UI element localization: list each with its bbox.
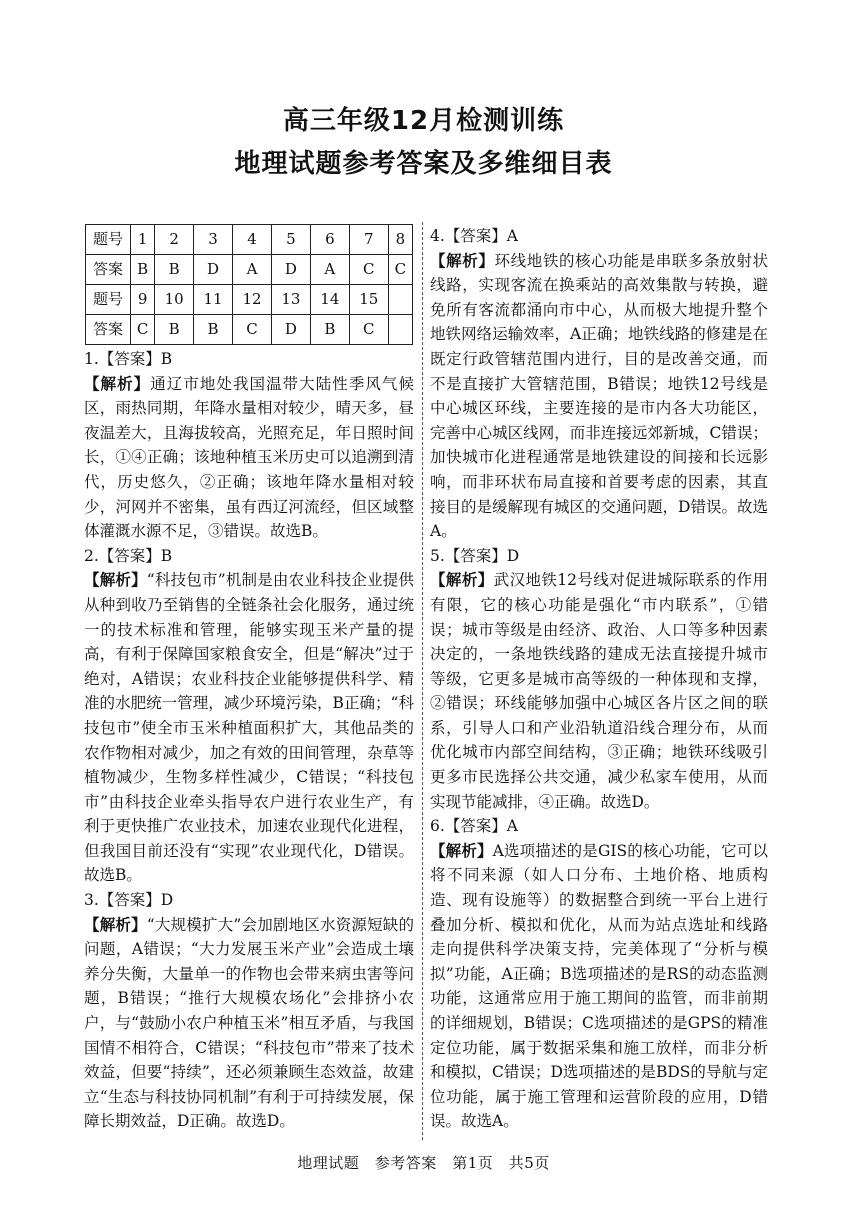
table-cell: C	[349, 315, 388, 345]
table-cell	[388, 285, 412, 315]
table-cell: 10	[155, 285, 194, 315]
question-6-answer	[430, 814, 768, 1134]
table-cell: 答案	[86, 255, 131, 285]
table-cell: C	[233, 315, 272, 345]
table-cell: 5	[271, 225, 310, 255]
table-cell: 9	[131, 285, 155, 315]
question-5-answer	[430, 544, 768, 815]
table-cell: C	[349, 255, 388, 285]
table-cell: 13	[271, 285, 310, 315]
table-cell: C	[388, 255, 412, 285]
table-cell: 题号	[86, 225, 131, 255]
table-cell: B	[155, 315, 194, 345]
question-4-heading: 4.【答案】A	[430, 227, 518, 245]
right-column	[430, 224, 768, 1134]
question-6-heading: 6.【答案】A	[430, 817, 518, 836]
question-1-explanation: 通辽市地处我国温带大陆性季风气候区，雨热同期，年降水量相对较少，晴天多，昼夜温差大，且海拔较高，光照充足，年日照时间长，①④正确；该地种植玉米历史可以追溯到清代，历史悠久，②正确；该地年降水量相对较少，河网并不密集，虽有西辽河流经，但区域整体灌溉水源不足，③错误。故选B。	[84, 374, 414, 541]
question-3-heading: 3.【答案】D	[84, 891, 174, 910]
analysis-tag: 【解析】	[430, 250, 495, 270]
analysis-tag: 【解析】	[84, 373, 151, 393]
question-2-heading: 2.【答案】B	[84, 546, 173, 565]
table-cell: B	[155, 255, 194, 285]
table-cell: D	[271, 255, 310, 285]
question-4-explanation: 环线地铁的核心功能是串联多条放射状线路，实现客流在换乘站的高效集散与转换，避免所有客流都涌向市中心，从而极大地提升整个地铁网络运输效率，A正确；地铁线路的修建是在既定行政管辖范围内进行，目的是改善交通，而不是直接扩大管辖范围，B错误；地铁12号线是中心城区环线，主要连接的是市内各大功能区，完善中心城区线网，而非连接远郊新城，C错误；加快城市化进程通常是地铁建设的间接和长远影响，而非环状布局直接和首要考虑的因素，其直接目的是缓解现有城区的交通问题，D错误。故选A。	[430, 251, 768, 541]
table-cell: D	[194, 255, 233, 285]
table-cell: 4	[233, 225, 272, 255]
question-2-explanation: “科技包市”机制是由农业科技企业提供从种到收乃至销售的全链条社会化服务，通过统一的技术标准和管理，能够实现玉米产量的提高，有利于保障国家粮食安全，但是“解决”过于绝对，A错误；农业科技企业能够提供科学、精准的水肥统一管理，减少环境污染，B正确；“科技包市”使全市玉米种植面积扩大，其他品类的农作物相对减少，加之有效的田间管理，杂草等植物减少，生物多样性减少，C错误；“科技包市”由科技企业牵头指导农户进行农业生产，有利于更快推广农业技术，加速农业现代化进程，但我国目前还没有“实现”农业现代化，D错误。故选B。	[84, 571, 414, 885]
analysis-tag: 【解析】	[430, 570, 494, 590]
table-cell: 7	[349, 225, 388, 255]
page-footer: 地理试题 参考答案 第1页 共5页	[297, 1154, 550, 1172]
table-cell: B	[310, 315, 349, 345]
analysis-tag: 【解析】	[84, 914, 147, 934]
analysis-tag: 【解析】	[84, 570, 147, 590]
question-4-answer	[430, 224, 768, 544]
question-3-answer	[84, 888, 414, 1134]
table-cell: 14	[310, 285, 349, 315]
table-cell: B	[194, 315, 233, 345]
table-cell: 答案	[86, 315, 131, 345]
column-divider	[422, 222, 423, 1140]
question-1-answer	[84, 347, 414, 544]
table-cell: 1	[131, 225, 155, 255]
table-row	[86, 315, 413, 345]
table-cell: 15	[349, 285, 388, 315]
table-cell: C	[131, 315, 155, 345]
table-row	[86, 255, 413, 285]
question-3-explanation: “大规模扩大”会加剧地区水资源短缺的问题，A错误；“大力发展玉米产业”会造成土壤养分失衡，大量单一的作物也会带来病虫害等问题，B错误；“推行大规模农场化”会排挤小农户，与“鼓励小农户种植玉米”相互矛盾，与我国国情不相符合，C错误；“科技包市”带来了技术效益，但要“持续”，还必须兼顾生态效益，故建立“生态与科技协同机制”有利于可持续发展，保障长期效益，D正确。故选D。	[84, 915, 414, 1131]
table-cell: 题号	[86, 285, 131, 315]
table-cell: 3	[194, 225, 233, 255]
title-line-1: 高三年级12月检测训练	[282, 106, 565, 136]
table-cell: A	[310, 255, 349, 285]
question-5-heading: 5.【答案】D	[430, 546, 520, 565]
table-cell: B	[131, 255, 155, 285]
table-row	[86, 225, 413, 255]
table-cell	[388, 315, 412, 345]
table-cell: 8	[388, 225, 412, 255]
question-2-answer	[84, 544, 414, 888]
table-cell: A	[233, 255, 272, 285]
question-6-explanation: A选项描述的是GIS的核心功能，它可以将不同来源（如人口分布、土地价格、地质构造、现有设施等）的数据整合到统一平台上进行叠加分析、模拟和优化，从而为站点选址和线路走向提供科学决策支持，完美体现了“分析与模拟”功能，A正确；B选项描述的是RS的动态监测功能，这通常应用于施工期间的监管，而非前期的详细规划，B错误；C选项描述的是GPS的精准定位功能，属于数据采集和施工放样，而非分析和模拟，C错误；D选项描述的是BDS的导航与定位功能，属于施工管理和运营阶段的应用，D错误。故选A。	[430, 841, 768, 1131]
title-line-2: 地理试题参考答案及多维细目表	[234, 149, 613, 179]
table-cell: 12	[233, 285, 272, 315]
analysis-tag: 【解析】	[430, 840, 493, 860]
table-cell: D	[271, 315, 310, 345]
answer-table	[85, 224, 413, 345]
table-cell: 6	[310, 225, 349, 255]
table-row	[86, 285, 413, 315]
question-1-heading: 1.【答案】B	[84, 350, 173, 368]
question-5-explanation: 武汉地铁12号线对促进城际联系的作用有限，它的核心功能是强化“市内联系”，①错误；城市等级是由经济、政治、人口等多种因素决定的，一条地铁线路的建成无法直接提升城市等级，它更多是城市高等级的一种体现和支撑，②错误；环线能够加强中心城区各片区之间的联系，引导人口和产业沿轨道沿线合理分布，从而优化城市内部空间结构，③正确；地铁环线吸引更多市民选择公共交通，减少私家车使用，从而实现节能减排，④正确。故选D。	[430, 571, 768, 811]
table-cell: 2	[155, 225, 194, 255]
left-column	[84, 224, 414, 1134]
table-cell: 11	[194, 285, 233, 315]
